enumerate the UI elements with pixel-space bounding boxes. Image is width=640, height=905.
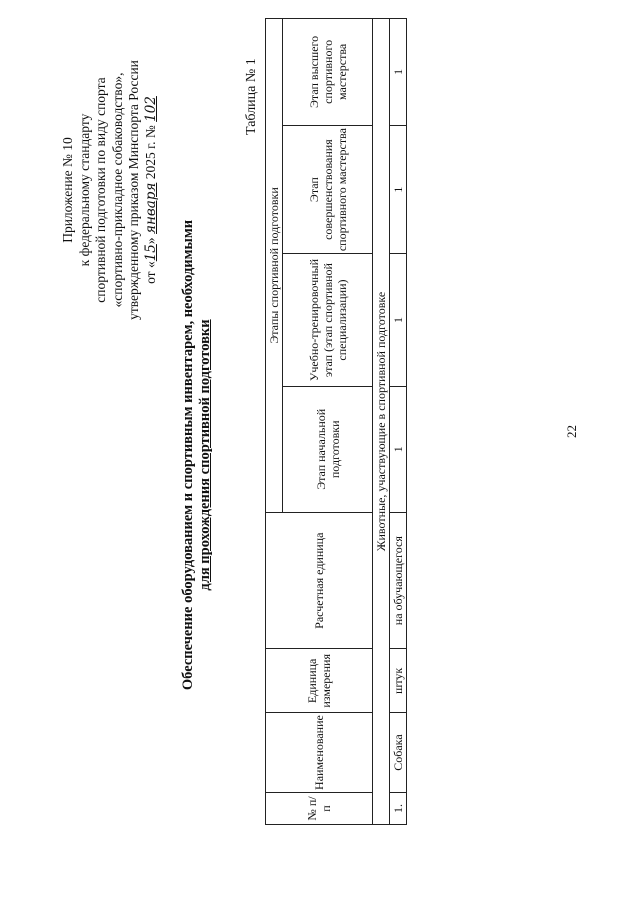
header-stage-1: Этап начальной подготовки: [283, 386, 373, 512]
header-stage-2: Учебно-тренировочный этап (этап спортивной специализации): [283, 254, 373, 386]
cell-num: 1.: [390, 792, 407, 824]
date-prefix: от «: [142, 261, 158, 284]
appendix-header: [60, 0, 159, 380]
appendix-line: утвержденному приказом Минспорта России: [126, 60, 141, 320]
cell-stage-3: 1: [390, 125, 407, 254]
header-num: № п/п: [266, 792, 373, 824]
header-stage-4: Этап высшего спортивного мастерства: [283, 19, 373, 126]
appendix-line: к федеральному стандарту: [76, 113, 92, 267]
appendix-title: Приложение № 10: [60, 137, 75, 243]
title-line: для прохождения спортивной подготовки: [197, 319, 213, 591]
date-month: января: [142, 182, 159, 234]
header-stage-3: Этап совершенствования спортивного мастерства: [283, 125, 373, 254]
appendix-line: спортивной подготовки по виду спорта: [93, 77, 108, 303]
page-number: 22: [564, 425, 579, 438]
appendix-line: «спортивно-прикладное собаководство»,: [109, 72, 125, 308]
equipment-table: [265, 18, 407, 825]
order-number: 102: [142, 96, 159, 122]
cell-stage-2: 1: [390, 254, 407, 386]
table-row: [390, 19, 407, 825]
cell-calc-unit: на обучающегося: [390, 512, 407, 649]
header-unit: Единица измерения: [266, 649, 373, 713]
date-day: 15: [142, 244, 159, 262]
title-line: Обеспечение оборудованием и спортивным инвентарем, необходимыми: [180, 219, 196, 691]
section-row: Животные, участвующие в спортивной подготовке: [373, 19, 390, 825]
header-name: Наименование: [266, 713, 373, 793]
cell-unit: штук: [390, 649, 407, 713]
date-year: 2025 г. №: [142, 121, 158, 183]
table-label: Таблица № 1: [244, 58, 259, 135]
header-stages: Этапы спортивной подготовки: [266, 19, 283, 513]
date-mid: »: [142, 233, 158, 245]
cell-name: Собака: [390, 713, 407, 793]
cell-stage-4: 1: [390, 19, 407, 126]
cell-stage-1: 1: [390, 386, 407, 512]
header-calc-unit: Расчетная единица: [266, 512, 373, 649]
appendix-date-line: [143, 0, 160, 380]
document-title: [180, 175, 214, 735]
